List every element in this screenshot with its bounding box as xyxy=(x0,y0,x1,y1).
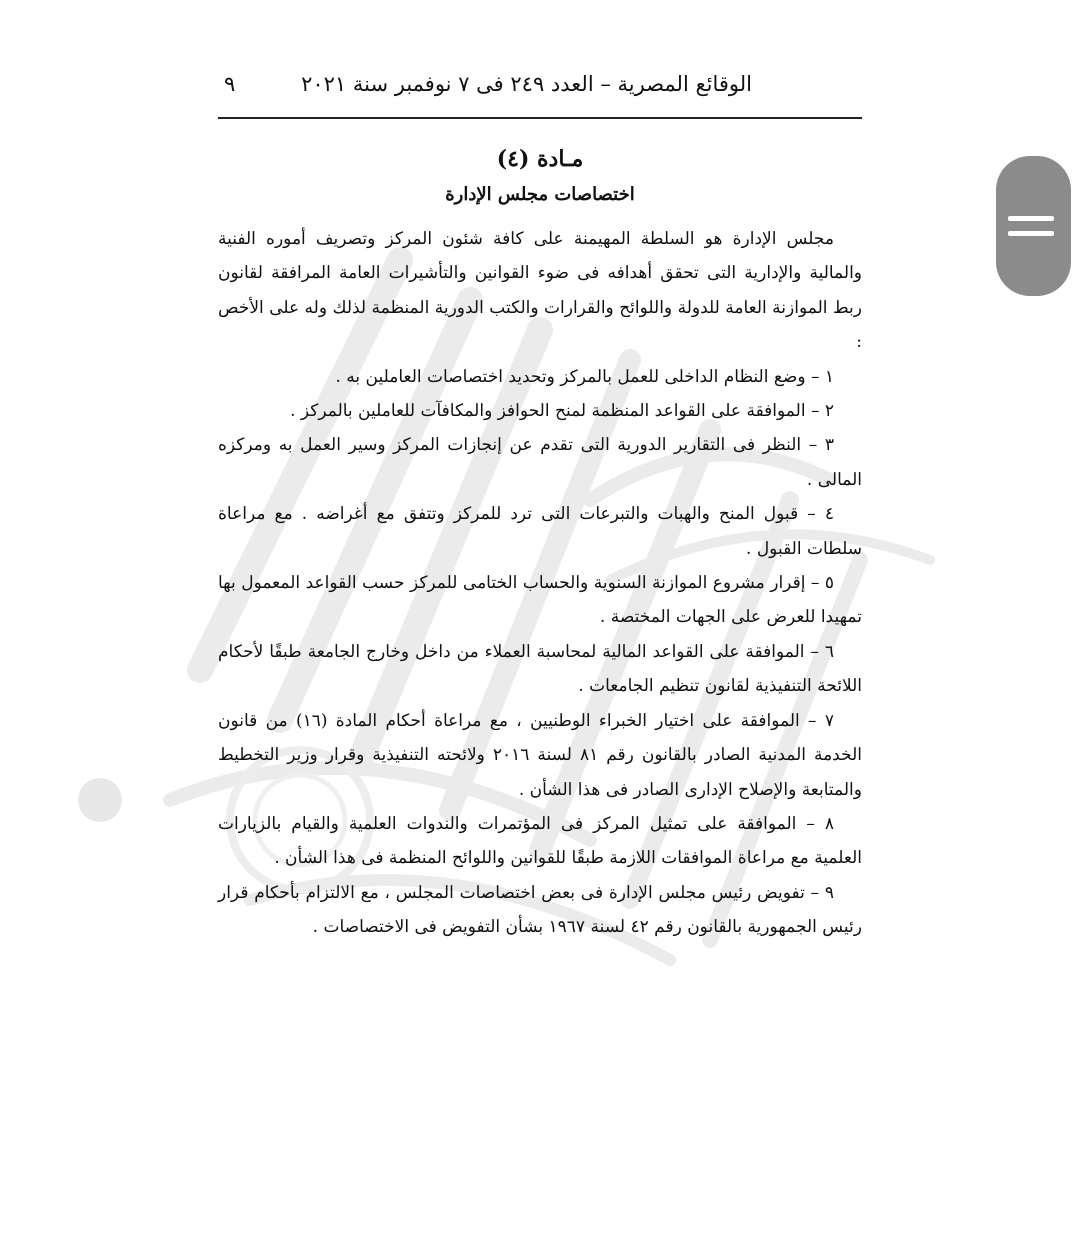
article-heading: مـادة (٤) xyxy=(496,146,584,172)
header-divider xyxy=(218,117,862,119)
page-number: ٩ xyxy=(224,72,236,96)
list-item-4: ٤ – قبول المنح والهبات والتبرعات التى ترد للمركز وتتفق مع أغراضه . مع مراعاة سلطات القبول . xyxy=(218,504,862,559)
list-item-9: ٩ – تفويض رئيس مجلس الإدارة فى بعض اختصاصات المجلس ، مع الالتزام بأحكام قرار رئيس الجمهورية بالقانون رقم ٤٢ لسنة ١٩٦٧ بشأن التفويض فى الاختصاصات . xyxy=(218,882,862,938)
intro-paragraph: مجلس الإدارة هو السلطة المهيمنة على كافة شئون المركز وتصريف أموره الفنية والمالية والإدارية التى تحقق أهدافه فى ضوء القوانين والتأشيرات العامة المرافقة لقانون ربط الموازنة العامة للدولة واللوائح والقرارات والكتب الدورية المنظمة لذلك وله على الأخص : xyxy=(218,229,862,353)
list-item-7: ٧ – الموافقة على اختيار الخبراء الوطنيين ، مع مراعاة أحكام المادة (١٦) من قانون الخدمة المدنية الصادر بالقانون رقم ٨١ لسنة ٢٠١٦ ولائحته التنفيذية وقرار وزير التخطيط والمتابعة والإصلاح الإدارى الصادر فى هذا الشأن . xyxy=(218,710,862,800)
article-subheading: اختصاصات مجلس الإدارة xyxy=(445,184,635,205)
list-item-3: ٣ – النظر فى التقارير الدورية التى تقدم عن إنجازات المركز وسير العمل به ومركزه المالى . xyxy=(218,435,862,490)
list-item-5: ٥ – إقرار مشروع الموازنة السنوية والحساب الختامى للمركز حسب القواعد المعمول بها تمهيدا للعرض على الجهات المختصة . xyxy=(218,573,862,628)
gazette-title: الوقائع المصرية – العدد ٢٤٩ فى ٧ نوفمبر سنة ٢٠٢١ xyxy=(301,72,752,96)
list-item-2: ٢ – الموافقة على القواعد المنظمة لمنح الحوافز والمكافآت للعاملين بالمركز . xyxy=(290,401,834,422)
list-item-1: ١ – وضع النظام الداخلى للعمل بالمركز وتحديد اختصاصات العاملين به . xyxy=(335,366,834,387)
list-item-6: ٦ – الموافقة على القواعد المالية لمحاسبة العملاء من داخل وخارج الجامعة طبقًا لأحكام اللائحة التنفيذية لقانون تنظيم الجامعات . xyxy=(218,641,862,697)
menu-button[interactable] xyxy=(996,156,1071,296)
page-header xyxy=(218,68,862,108)
article-body xyxy=(218,222,862,945)
list-item-8: ٨ – الموافقة على تمثيل المركز فى المؤتمرات والندوات العلمية والقيام بالزيارات العلمية مع مراعاة الموافقات اللازمة طبقًا للقوانين واللوائح المنظمة فى هذا الشأن . xyxy=(218,813,862,869)
